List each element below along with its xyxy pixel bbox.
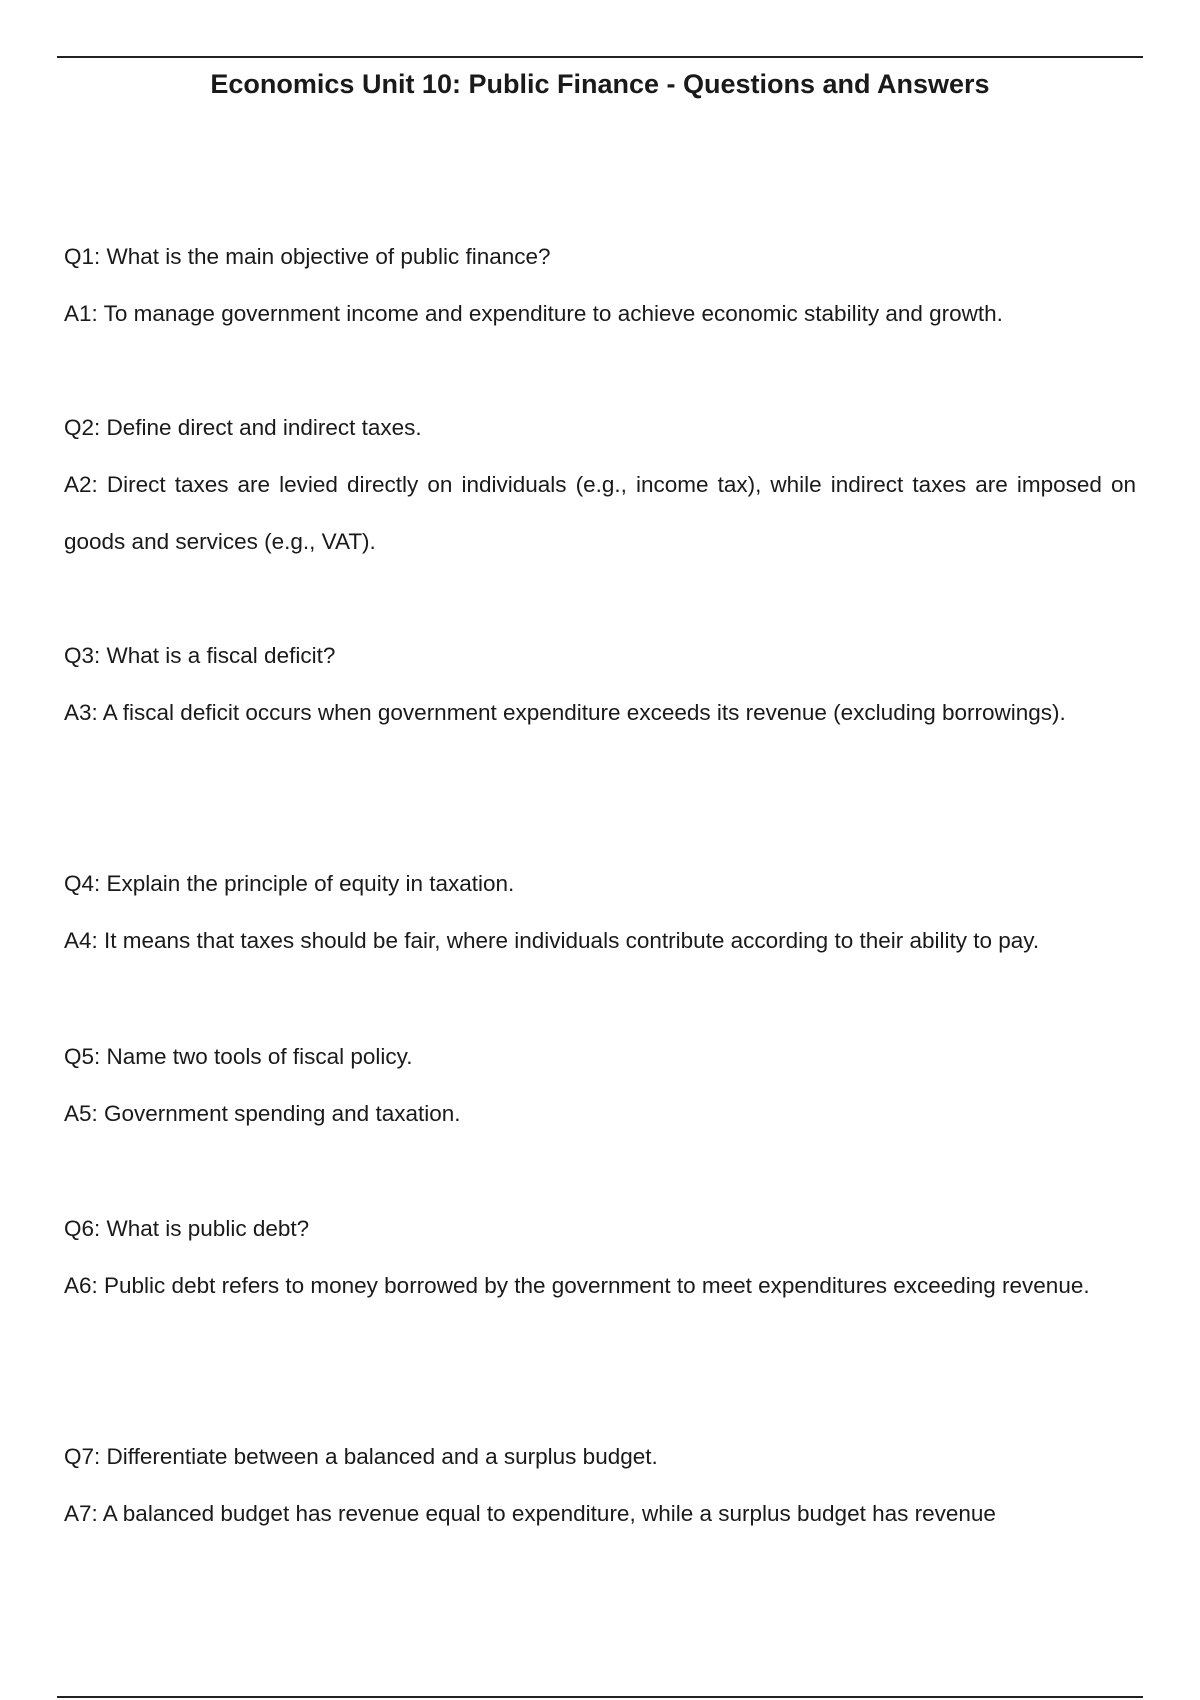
qa-item [64,399,1136,570]
answer-text: A7: A balanced budget has revenue equal to expenditure, while a surplus budget has revenue [64,1501,996,1526]
qa-item [64,627,1136,741]
qa-item [64,228,1136,342]
question-text: Q7: Differentiate between a balanced and a surplus budget. [64,1444,658,1469]
qa-item [64,855,1136,969]
question-text: Q4: Explain the principle of equity in taxation. [64,871,515,896]
top-rule [57,56,1143,58]
qa-item [64,1028,1136,1142]
question-text: Q3: What is a fiscal deficit? [64,643,336,668]
question-text: Q2: Define direct and indirect taxes. [64,415,422,440]
answer-text: A6: Public debt refers to money borrowed by the government to meet expenditures exceeding revenue. [64,1273,1090,1298]
bottom-rule [57,1696,1143,1698]
question-text: Q1: What is the main objective of public finance? [64,244,551,269]
answer-text: A1: To manage government income and expenditure to achieve economic stability and growth. [64,301,1003,326]
answer-text: A4: It means that taxes should be fair, where individuals contribute according to their ability to pay. [64,928,1040,953]
answer-text: A3: A fiscal deficit occurs when government expenditure exceeds its revenue (excluding borrowings). [64,700,1066,725]
answer-text: A2: Direct taxes are levied directly on individuals (e.g., income tax), while indirect taxes are imposed on goods and services (e.g., VAT). [64,472,1136,554]
qa-item [64,1200,1136,1314]
question-text: Q6: What is public debt? [64,1216,310,1241]
answer-text: A5: Government spending and taxation. [64,1101,461,1126]
qa-item [64,1428,1136,1542]
question-text: Q5: Name two tools of fiscal policy. [64,1044,413,1069]
page-title: Economics Unit 10: Public Finance - Questions and Answers [210,69,990,99]
